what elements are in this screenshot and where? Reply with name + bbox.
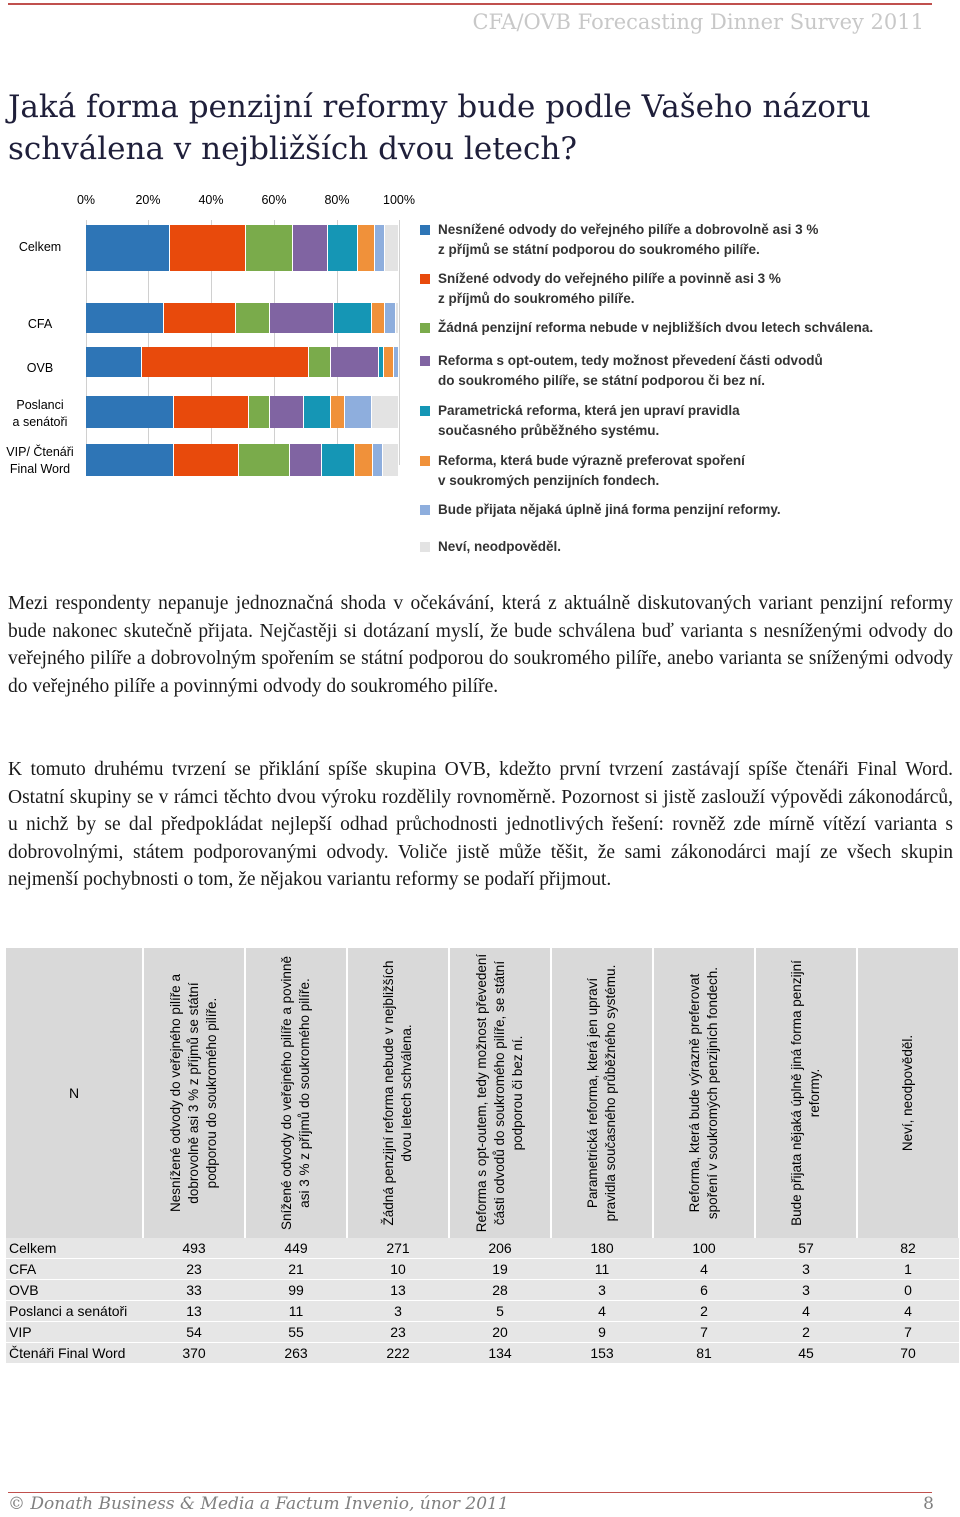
table-cell: 55 xyxy=(245,1322,347,1343)
table-header-label: Bude přijata nějaká úplně jiná forma penzijní reformy. xyxy=(789,960,822,1226)
table-cell: 0 xyxy=(857,1280,959,1301)
table-cell: 4 xyxy=(755,1301,857,1322)
legend-swatch xyxy=(420,505,430,515)
table-cell: 2 xyxy=(653,1301,755,1322)
table-cell: 3 xyxy=(755,1259,857,1280)
table-cell: 70 xyxy=(857,1343,959,1364)
body-paragraph: Mezi respondenty nepanuje jednoznačná shoda v očekávání, která z aktuálně diskutovaných variant penzijní reformy bude nakonec skutečně přijata. Nejčastěji si dotázaní myslí, že bude schválena buď varianta s nesníženými odvody do veřejného pilíře a dobrovolným spořením se státní podporou do soukromého pilíře, anebo varianta se sníženými odvody do veřejného pilíře a povinnými odvody do soukromého pilíře. xyxy=(8,593,953,697)
bar-segment xyxy=(86,225,169,271)
table-cell: 493 xyxy=(143,1238,245,1259)
table-row xyxy=(6,1322,959,1343)
table-header xyxy=(755,948,857,1238)
table-cell: 6 xyxy=(653,1280,755,1301)
bar-segment xyxy=(270,396,303,428)
tick-label: 100% xyxy=(383,193,415,207)
table-header-label: Žádná penzijní reforma nebude v nejbližších dvou letech schválena. xyxy=(381,960,414,1226)
report-header-title: CFA/OVB Forecasting Dinner Survey 2011 xyxy=(472,10,924,34)
category-label-line: a senátoři xyxy=(12,415,68,429)
bar-segment xyxy=(345,396,371,428)
table-header-label: Parametrická reforma, která jen upraví pravidla současného průběžného systému. xyxy=(585,964,618,1222)
table-cell: 28 xyxy=(449,1280,551,1301)
table-row xyxy=(6,1259,959,1280)
legend-text-line: Bude přijata nějaká úplně jiná forma penzijní reformy. xyxy=(438,502,781,517)
table-cell: 81 xyxy=(653,1343,755,1364)
header-rule xyxy=(8,3,932,5)
table-cell: 21 xyxy=(245,1259,347,1280)
table-row-label: Poslanci a senátoři xyxy=(6,1301,143,1322)
table-cell: 99 xyxy=(245,1280,347,1301)
table-cell: 13 xyxy=(347,1280,449,1301)
bar-segment xyxy=(383,444,398,476)
category-label-line: Poslanci xyxy=(16,398,64,412)
bar-segment xyxy=(358,225,374,271)
table-header-n xyxy=(6,948,143,1238)
table-cell: 54 xyxy=(143,1322,245,1343)
table-header xyxy=(245,948,347,1238)
bar-segment xyxy=(86,303,163,333)
bar-segment xyxy=(384,347,393,377)
table-cell: 1 xyxy=(857,1259,959,1280)
bar-segment xyxy=(322,444,354,476)
table-cell: 11 xyxy=(551,1259,653,1280)
bar-segment xyxy=(142,347,308,377)
category-label-ovb: OVB xyxy=(26,361,54,375)
page-number: 8 xyxy=(923,1494,934,1514)
category-label-cfa: CFA xyxy=(27,317,53,331)
table-header xyxy=(449,948,551,1238)
bar-segment xyxy=(375,225,384,271)
legend-text-line: Reforma s opt-outem, tedy možnost převedení části odvodů xyxy=(438,353,823,368)
table-header-label: Reforma s opt-outem, tedy možnost převedení části odvodů do soukromého pilíře, se státní podporou či bez ní. xyxy=(474,953,525,1233)
table-header-label: Nesnížené odvody do veřejného pilíře a dobrovolně asi 3 % z příjmů se státní podporou do soukromého pilíře. xyxy=(168,974,219,1212)
table-cell: 2 xyxy=(755,1322,857,1343)
bar-segment xyxy=(86,444,173,476)
category-label-line: Final Word xyxy=(9,462,71,476)
legend-text-line: Parametrická reforma, která jen upraví pravidla xyxy=(438,403,740,418)
table-row-label: CFA xyxy=(6,1259,143,1280)
table-cell: 206 xyxy=(449,1238,551,1259)
table-row-label: VIP xyxy=(6,1322,143,1343)
legend-swatch xyxy=(420,323,430,333)
bar-segment xyxy=(394,347,398,377)
legend-text-line: do soukromého pilíře, se státní podporou či bez ní. xyxy=(438,373,766,388)
table-cell: 33 xyxy=(143,1280,245,1301)
table-cell: 100 xyxy=(653,1238,755,1259)
bar-segment xyxy=(396,303,398,333)
table-cell: 271 xyxy=(347,1238,449,1259)
bar-segment xyxy=(270,303,334,333)
legend-text-line: Nesnížené odvody do veřejného pilíře a dobrovolně asi 3 % xyxy=(438,222,819,237)
table-cell: 57 xyxy=(755,1238,857,1259)
bar-segment xyxy=(86,396,173,428)
bar-segment xyxy=(236,303,269,333)
category-label-vip xyxy=(0,444,80,478)
legend-text-line: z příjmů do soukromého pilíře. xyxy=(438,291,635,306)
legend-text-line: z příjmů se státní podporou do soukromého pilíře. xyxy=(438,242,760,257)
table-cell: 45 xyxy=(755,1343,857,1364)
footer-rule xyxy=(8,1492,932,1493)
tick-label: 80% xyxy=(324,193,350,207)
bar-segment xyxy=(334,303,370,333)
table-header-label: Neví, neodpověděl. xyxy=(900,1034,915,1152)
bar-segment xyxy=(309,347,330,377)
bar-segment xyxy=(164,303,234,333)
table-cell: 449 xyxy=(245,1238,347,1259)
table-cell: 222 xyxy=(347,1343,449,1364)
bar-segment xyxy=(293,225,327,271)
bar-segment xyxy=(372,303,385,333)
legend-text-line: Reforma, která bude výrazně preferovat spoření xyxy=(438,453,745,468)
table-cell: 3 xyxy=(755,1280,857,1301)
table-cell: 19 xyxy=(449,1259,551,1280)
table-row-label: Celkem xyxy=(6,1238,143,1259)
bar-segment xyxy=(246,225,291,271)
tick-label: 0% xyxy=(76,193,96,207)
table-header xyxy=(143,948,245,1238)
bar-segment xyxy=(249,396,268,428)
table-header-row xyxy=(6,948,959,1238)
table-cell: 153 xyxy=(551,1343,653,1364)
bar-segment xyxy=(373,444,382,476)
table-cell: 4 xyxy=(653,1259,755,1280)
legend-text-line: v soukromých penzijních fondech. xyxy=(438,473,660,488)
table-cell: 23 xyxy=(143,1259,245,1280)
legend-swatch xyxy=(420,542,430,552)
table-header-label: N xyxy=(68,1085,80,1101)
table-cell: 263 xyxy=(245,1343,347,1364)
table-row xyxy=(6,1238,959,1259)
table-cell: 7 xyxy=(857,1322,959,1343)
bar-segment xyxy=(239,444,289,476)
bar-segment xyxy=(174,444,239,476)
table-cell: 3 xyxy=(347,1301,449,1322)
bar-segment xyxy=(372,396,398,428)
bar-segment xyxy=(385,225,398,271)
table-header xyxy=(857,948,959,1238)
stacked-bar-chart xyxy=(0,185,960,565)
table-header xyxy=(551,948,653,1238)
table-cell: 82 xyxy=(857,1238,959,1259)
legend-text-line: současného průběžného systému. xyxy=(438,423,660,438)
legend-swatch xyxy=(420,406,430,416)
page-question-heading: Jaká forma penzijní reformy bude podle Vašeho názoru schválena v nejbližších dvou letech? xyxy=(8,89,871,167)
table-cell: 23 xyxy=(347,1322,449,1343)
legend-text-line: Snížené odvody do veřejného pilíře a povinně asi 3 % xyxy=(438,271,781,286)
bar-segment xyxy=(331,347,377,377)
table-cell: 5 xyxy=(449,1301,551,1322)
table-cell: 10 xyxy=(347,1259,449,1280)
table-body xyxy=(6,1238,959,1364)
table-cell: 180 xyxy=(551,1238,653,1259)
table-cell: 134 xyxy=(449,1343,551,1364)
table-header-label: Reforma, která bude výrazně preferovat spoření v soukromých penzijních fondech. xyxy=(687,966,720,1220)
bar-segment xyxy=(355,444,372,476)
table-row xyxy=(6,1343,959,1364)
legend-swatch xyxy=(420,274,430,284)
tick-label: 40% xyxy=(198,193,224,207)
legend-swatch xyxy=(420,456,430,466)
legend-text-line: Žádná penzijní reforma nebude v nejbližších dvou letech schválena. xyxy=(438,320,874,335)
footer-copyright: © Donath Business & Media a Factum Invenio, únor 2011 xyxy=(8,1494,509,1514)
category-label-celkem: Celkem xyxy=(18,240,62,254)
bar-segment xyxy=(170,225,245,271)
table-header-label: Snížené odvody do veřejného pilíře a povinně asi 3 % z příjmů do soukromého pilíře. xyxy=(279,956,312,1230)
table-header xyxy=(653,948,755,1238)
tick-label: 60% xyxy=(261,193,287,207)
table-row-label: OVB xyxy=(6,1280,143,1301)
body-paragraph: K tomuto druhému tvrzení se přiklání spíše skupina OVB, kdežto první tvrzení zastávají spíše čtenáři Final Word. Ostatní skupiny se v rámci těchto dvou výroku rozdělily rovnoměrně. Pozornost si jistě zaslouží výpovědi zákonodárců, u nichž by se dal předpokládat nejlepší odhad průchodnosti jednotlivých řešení: rovněž zde mírně vítězí varianta s dobrovolnými, státem podporovanými odvody. Voliče jistě může těšit, že sami zákonodárci mají ze všech skupin nejmenší pochybnosti o tom, že nějakou variantu reformy se podaří přijmout. xyxy=(8,759,953,890)
table-cell: 3 xyxy=(551,1280,653,1301)
table-cell: 13 xyxy=(143,1301,245,1322)
table-cell: 4 xyxy=(857,1301,959,1322)
table-row xyxy=(6,1280,959,1301)
table-cell: 4 xyxy=(551,1301,653,1322)
bar-segment xyxy=(379,347,383,377)
table-row xyxy=(6,1301,959,1322)
category-label-poslanci xyxy=(0,397,80,431)
table-cell: 370 xyxy=(143,1343,245,1364)
legend-swatch xyxy=(420,225,430,235)
table-cell: 7 xyxy=(653,1322,755,1343)
table-cell: 20 xyxy=(449,1322,551,1343)
tick-label: 20% xyxy=(135,193,161,207)
results-table xyxy=(6,948,960,1364)
gridline xyxy=(399,220,400,465)
table-row-label: Čtenáři Final Word xyxy=(6,1343,143,1364)
bar-segment xyxy=(290,444,321,476)
bar-segment xyxy=(86,347,141,377)
bar-segment xyxy=(331,396,344,428)
table-header xyxy=(347,948,449,1238)
bar-segment xyxy=(304,396,330,428)
table-cell: 9 xyxy=(551,1322,653,1343)
bar-segment xyxy=(385,303,394,333)
table-cell: 11 xyxy=(245,1301,347,1322)
legend-text-line: Neví, neodpověděl. xyxy=(438,539,562,554)
legend-swatch xyxy=(420,356,430,366)
bar-segment xyxy=(174,396,248,428)
category-label-line: VIP/ Čtenáři xyxy=(6,445,74,459)
bar-segment xyxy=(328,225,358,271)
